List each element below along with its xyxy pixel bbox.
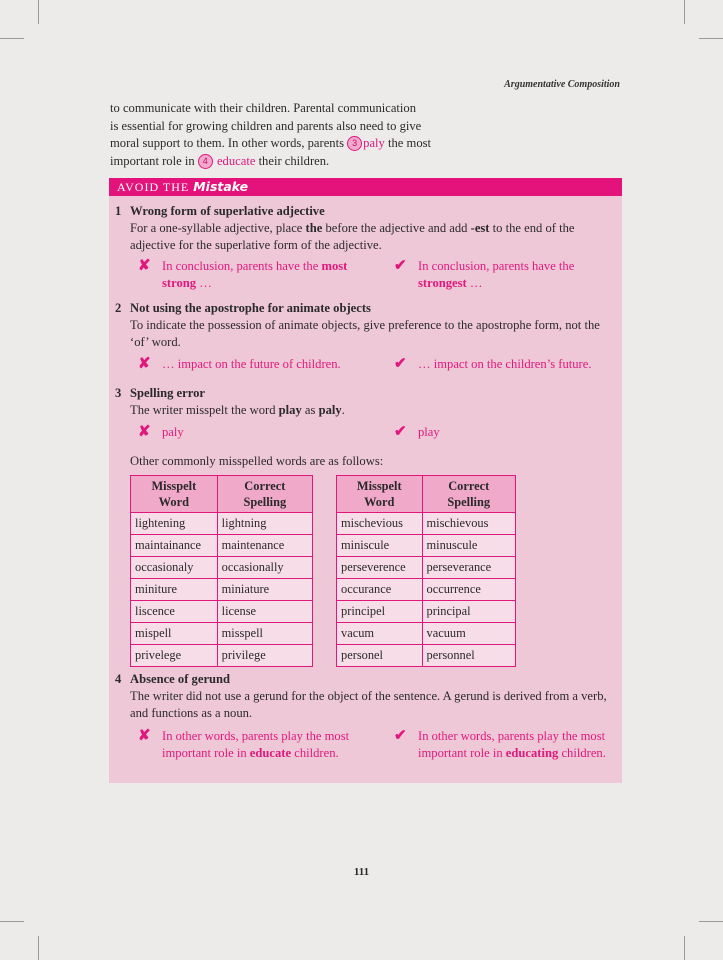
avoid-the-mistake-box — [109, 178, 622, 783]
cross-icon: ✘ — [138, 424, 151, 440]
intro-text: the most — [388, 136, 432, 150]
table-row — [131, 513, 313, 535]
table-row — [337, 579, 516, 601]
table-header-row — [337, 476, 516, 513]
page-number: 111 — [353, 866, 370, 878]
correct-spelling-cell: perseverance — [422, 557, 516, 579]
misspelled-table-left — [130, 475, 313, 667]
correct-spelling-cell: miniature — [217, 579, 312, 601]
misspelt-word-cell: personel — [337, 645, 423, 667]
misspelt-word-cell: vacum — [337, 623, 423, 645]
item-body: To indicate the possession of animate objects, give preference to the apostrophe form, not the ‘of’ word. — [130, 318, 600, 349]
misspelt-word-cell: occurance — [337, 579, 423, 601]
correct-spelling-cell: minuscule — [422, 535, 516, 557]
misspelt-word-cell: mispell — [131, 623, 218, 645]
misspelt-word-cell: maintainance — [131, 535, 218, 557]
correct-example: ✔ In conclusion, parents have the strongest … — [394, 258, 575, 290]
intro-line: is essential for growing children and parents also need to give — [110, 118, 422, 133]
correct-spelling-cell: privilege — [217, 645, 312, 667]
correct-spelling-cell: mischievous — [422, 513, 516, 535]
check-icon: ✔ — [394, 424, 407, 440]
running-head: Argumentative Composition — [504, 79, 620, 90]
misspelt-word-cell: principel — [337, 601, 423, 623]
correct-spelling-cell: misspell — [217, 623, 312, 645]
error-word-paly: paly — [363, 136, 385, 150]
wrong-example: ✘ In conclusion, parents have the most strong … — [138, 258, 348, 290]
table-row — [337, 535, 516, 557]
wrong-example: ✘ paly — [138, 424, 184, 440]
correct-spelling-cell: maintenance — [217, 535, 312, 557]
crop-mark — [684, 936, 685, 960]
intro-text: important role in — [110, 153, 195, 168]
box-header-mistake: Mistake — [193, 179, 249, 194]
misspelt-word-cell: lightening — [131, 513, 218, 535]
item-body: For a one-syllable adjective, place the before the adjective and add -est to the end of the adjective for the superlative form of the adjective. — [130, 221, 575, 252]
crop-mark — [38, 0, 39, 24]
item-title: 1 Wrong form of superlative adjective — [115, 204, 325, 218]
check-icon: ✔ — [394, 258, 407, 274]
table-row — [131, 579, 313, 601]
correct-spelling-cell: vacuum — [422, 623, 516, 645]
intro-text: their children. — [258, 153, 330, 168]
intro-line — [110, 135, 450, 153]
box-header — [109, 178, 622, 196]
table-header-cell: Correct Spelling — [422, 476, 516, 513]
mistake-item-4 — [115, 671, 615, 722]
cross-icon: ✘ — [138, 356, 151, 372]
item-title: 3 Spelling error — [115, 386, 205, 400]
correct-spelling-cell: personnel — [422, 645, 516, 667]
misspelt-word-cell: miniture — [131, 579, 218, 601]
table-row — [337, 513, 516, 535]
correct-spelling-cell: occurrence — [422, 579, 516, 601]
reference-number-4: 4 — [198, 154, 213, 169]
misspelled-table-right — [336, 475, 516, 667]
crop-mark — [699, 38, 723, 39]
misspelt-word-cell: occasionaly — [131, 557, 218, 579]
crop-mark — [684, 0, 685, 24]
table-header-cell: Misspelt Word — [337, 476, 423, 513]
mistake-item-2 — [115, 300, 615, 351]
item-body: The writer misspelt the word play as paly. — [130, 403, 345, 417]
table-row — [131, 645, 313, 667]
correct-example: ✔ … impact on the children’s future. — [394, 356, 592, 372]
wrong-example: ✘ … impact on the future of children. — [138, 356, 341, 372]
table-row — [131, 601, 313, 623]
cross-icon: ✘ — [138, 258, 151, 274]
check-icon: ✔ — [394, 356, 407, 372]
check-icon: ✔ — [394, 728, 407, 744]
table-row — [131, 623, 313, 645]
item-body: The writer did not use a gerund for the object of the sentence. A gerund is derived from a verb, and functions as a noun. — [130, 689, 607, 720]
table-row — [131, 535, 313, 557]
correct-spelling-cell: lightning — [217, 513, 312, 535]
table-row — [337, 601, 516, 623]
table-header-cell: Correct Spelling — [217, 476, 312, 513]
mistake-item-1 — [115, 203, 615, 254]
cross-icon: ✘ — [138, 728, 151, 744]
table-row — [337, 557, 516, 579]
error-word-educate: educate — [216, 153, 256, 168]
table-header-row — [131, 476, 313, 513]
crop-mark — [0, 38, 24, 39]
intro-line — [110, 153, 450, 171]
item-title: 4 Absence of gerund — [115, 672, 231, 686]
misspelt-word-cell: perseverence — [337, 557, 423, 579]
box-header-label: AVOID THE — [117, 180, 190, 194]
correct-example: ✔ play — [394, 424, 440, 440]
correct-spelling-cell: principal — [422, 601, 516, 623]
misspelt-word-cell: liscence — [131, 601, 218, 623]
other-misspelled-intro: Other commonly misspelled words are as follows: — [130, 454, 384, 468]
crop-mark — [38, 936, 39, 960]
misspelt-word-cell: mischevious — [337, 513, 423, 535]
intro-paragraph — [110, 100, 450, 170]
crop-mark — [0, 921, 24, 922]
crop-mark — [699, 921, 723, 922]
table-row — [131, 557, 313, 579]
mistake-item-3 — [115, 385, 615, 419]
wrong-example: ✘ In other words, parents play the most important role in educate children. — [138, 728, 350, 760]
correct-spelling-cell: license — [217, 601, 312, 623]
item-title: 2 Not using the apostrophe for animate objects — [115, 301, 371, 315]
misspelt-word-cell: miniscule — [337, 535, 423, 557]
correct-example: ✔ In other words, parents play the most important role in educating children. — [394, 728, 606, 760]
reference-number-3: 3 — [347, 136, 362, 151]
table-header-cell: Misspelt Word — [131, 476, 218, 513]
misspelt-word-cell: privelege — [131, 645, 218, 667]
table-row — [337, 623, 516, 645]
intro-text: moral support to them. In other words, parents — [110, 136, 344, 150]
table-row — [337, 645, 516, 667]
intro-line: to communicate with their children. Parental communication — [110, 101, 417, 115]
correct-spelling-cell: occasionally — [217, 557, 312, 579]
